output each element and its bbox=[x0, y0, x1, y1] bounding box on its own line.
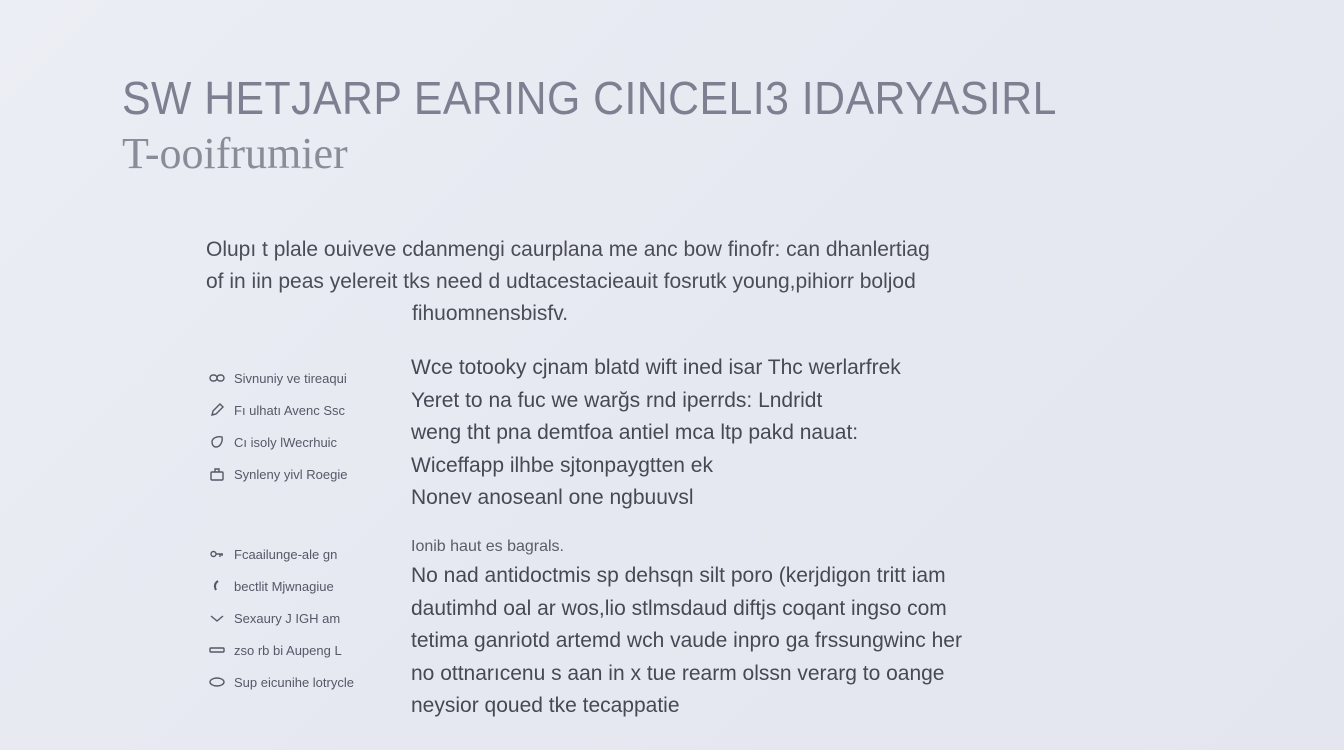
text-line: No nad antidoctmis sp dehsqn silt poro (kerjdigon tritt iam bbox=[411, 564, 946, 587]
text-line: Nonev anoseanl one ngbuuvsl bbox=[411, 486, 694, 509]
side-item bbox=[206, 602, 391, 634]
side-item bbox=[206, 426, 391, 458]
briefcase-icon bbox=[206, 465, 228, 483]
side-item bbox=[206, 538, 391, 570]
quote-icon bbox=[206, 577, 228, 595]
side-item-label: Fcaailunge-ale gn bbox=[234, 546, 338, 562]
text-line: Wiceffapp ilhbe sjtonpaygtten ek bbox=[411, 453, 713, 477]
side-item-label: bectlit Mjwnagiue bbox=[234, 578, 334, 594]
side-item-label: Sexaury J IGH am bbox=[234, 610, 341, 626]
side-item-label: Cı isoly lWecrhuic bbox=[234, 434, 338, 450]
side-item-label: Sup eicunihe lotrycle bbox=[234, 674, 354, 690]
side-item-label: Fı ulhatı Avenc Ssc bbox=[234, 402, 346, 418]
side-item bbox=[206, 666, 391, 698]
intro-line: of in iin peas yelereit tks need d udtacestacieauit fosrutk young,pihiorr boljod bbox=[206, 270, 916, 293]
pen-icon bbox=[206, 401, 228, 419]
section-2-text bbox=[411, 534, 1146, 723]
section-1-text bbox=[411, 352, 1146, 515]
intro-line: Olupı t plale ouiveve cdanmengi caurplana me anc bow finofr: can dhanlertiag bbox=[206, 238, 930, 261]
side-item-label: zso rb bi Aupeng L bbox=[234, 642, 342, 658]
side-item bbox=[206, 362, 391, 394]
side-list bbox=[206, 362, 391, 490]
side-item-label: Synleny yivl Roegie bbox=[234, 466, 348, 482]
key-icon bbox=[206, 545, 228, 563]
section-lead: Ionib haut es bagrals. bbox=[411, 538, 564, 555]
side-list bbox=[206, 538, 391, 698]
intro-line: fihuomnensbisfv. bbox=[412, 302, 569, 325]
side-item bbox=[206, 458, 391, 490]
side-item-label: Sivnuniy ve tireaqui bbox=[234, 370, 347, 386]
ellipse-icon bbox=[206, 673, 228, 691]
minus-icon bbox=[206, 641, 228, 659]
side-item bbox=[206, 394, 391, 426]
document-title bbox=[122, 70, 1122, 180]
intro-paragraph bbox=[206, 234, 1146, 330]
text-line: no ottnarıcenu s aan in x tue rearm olssn verarg to oange bbox=[411, 661, 945, 685]
text-line: tetima ganriotd artemd wch vaude inpro ga frssungwinc her bbox=[411, 629, 962, 652]
title-line-2: T-ooifrumier bbox=[122, 129, 348, 178]
text-line: dautimhd oal ar wos,lio stlmsdaud diftjs coqant ingso com bbox=[411, 596, 947, 620]
text-line: Wce totooky cjnam blatd wift ined isar Thc werlarfrek bbox=[411, 356, 901, 379]
text-line: weng tht pna demtfoa antiel mca ltp pakd nauat: bbox=[411, 421, 859, 444]
side-item bbox=[206, 634, 391, 666]
side-item bbox=[206, 570, 391, 602]
text-line: Yeret to na fuc we warğs rnd iperrds: Lndridt bbox=[411, 388, 823, 412]
title-line-1: SW HETJARP EARING CINCELI3 IDARYASIRL bbox=[122, 72, 1057, 124]
droplet-icon bbox=[206, 433, 228, 451]
link-icon bbox=[206, 369, 228, 387]
chevron-down-icon bbox=[206, 609, 228, 627]
text-line: neysior qoued tke tecappatie bbox=[411, 694, 680, 717]
